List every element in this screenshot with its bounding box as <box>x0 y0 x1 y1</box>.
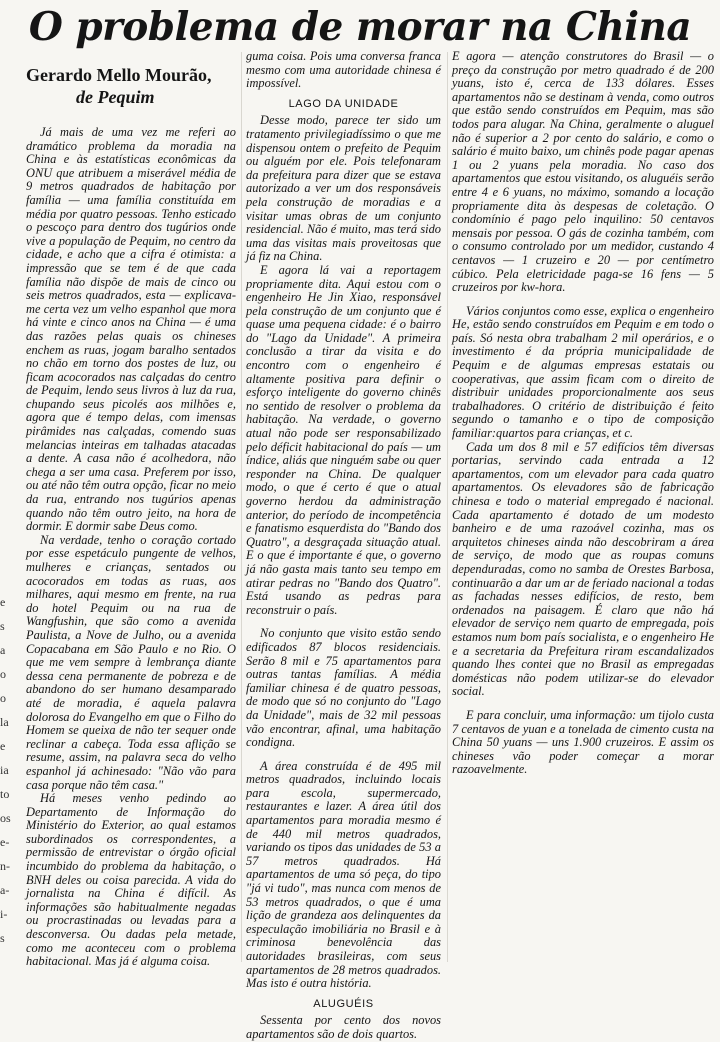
paragraph: guma coisa. Pois uma conversa franca mesmo com uma autoridade chinesa é impossível. <box>246 49 441 91</box>
section-heading: ALUGUÉIS <box>313 997 374 1010</box>
column-2 <box>246 49 441 1041</box>
margin-mark: e <box>0 595 6 609</box>
margin-mark: o <box>0 667 6 681</box>
byline-location: de Pequim <box>76 87 155 107</box>
adjacent-column-fragment <box>0 590 14 950</box>
margin-mark: n- <box>0 859 10 873</box>
margin-mark: i- <box>0 907 8 921</box>
byline <box>26 64 236 108</box>
column-divider <box>447 52 448 962</box>
paragraph: Na verdade, tenho o coração cortado por esse espetáculo pungente de velhos, mulheres e crianças, sentados ou acocorados em todas as ruas, aos milhares, aqui mesmo em frente, na rua do hotel Pequim ou na rua de Wangfushin, que são como a avenida Paulista, a Nove de Julho, ou a avenida Copacabana em São Paulo e no Rio. O que me vem sempre à lembrança diante dessa cena permanente de pobreza e de abandono do ser humano desamparado até de moradia, é aquela palavra dolorosa do Evangelho em que o Filho do Homem se queixa de não ter sequer onde reclinar a cabeça. Toda essa aflição se resume, assim, na palavra seca do velho espanhol já achinesado: "Não vão para casa porque não têm casa." <box>26 532 236 792</box>
paragraph: E agora — atenção construtores do Brasil — o preço da construção por metro quadrado é de 200 yuans, isto é, cerca de 133 dólares. Esses apartamentos não se destinam à venda, como outros que estão sendo construídos em Pequim, mas são todos para alugar. Na China, geralmente o aluguel não é superior a 2 por cento do salário, e como o salário é muito baixo, um chinês pode pagar apenas 1 ou 2 yuans pela moradia. No caso dos apartamentos que estou visitando, os aluguéis serão entre 4 e 6 yuans, no máximo, somando a locação propriamente dita às despesas de coletação. O condomínio é pago pelo inquilino: 50 centavos mensais por pessoa. O gás de cozinha também, com o consumo controlado por um medidor, custando 4 centavos — 1 cruzeiro e 20 — por centímetro cúbico. Pela eletricidade paga-se 16 fens — 5 cruzeiros por kw-hora. <box>452 49 714 295</box>
column-1 <box>26 60 236 972</box>
margin-mark: ia <box>0 763 9 777</box>
paragraph: Vários conjuntos como esse, explica o engenheiro He, estão sendo construídos em Pequim e em todo o país. Só nesta obra trabalham 2 mil operários, e o investimento é da própria municipalidade de Pequim e de algumas empresas estatais ou cooperativas, que assim ficam com o direito de distribuir unidades proporcionalmente aos seus trabalhadores. O critério de distribuição é feito segundo o tamanho e o tipo de composição familiar:quartos para crianças, et c. <box>452 303 714 441</box>
article-title: O problema de morar na China <box>28 4 692 50</box>
margin-mark: o <box>0 691 6 705</box>
margin-mark: s <box>0 619 5 633</box>
paragraph: E para concluir, uma informação: um tijolo custa 7 centavos de yuan e a tonelada de cimento custa na China 50 yuans — uns 1.900 cruzeiros. E assim os chineses vão poder começar a morar razoavelmente. <box>452 707 714 777</box>
paragraph: Sessenta por cento dos novos apartamentos são de dois quartos. <box>246 1013 441 1041</box>
column-divider <box>241 52 242 962</box>
margin-mark: a <box>0 643 6 657</box>
paragraph: Cada um dos 8 mil e 57 edifícios têm diversas portarias, servindo cada entrada a 12 apartamentos, com um elevador para cada quatro apartamentos. Os elevadores são de fabricação chinesa e todo o material empregado é nacional. Cada apartamento é dotado de um modesto banheiro e de uma razoável cozinha, mas os arquitetos chineses ainda não descobriram a área de serviço, de modo que as roupas comuns dependuradas, como no samba de Orestes Barbosa, continuarão a dar um ar de feriado nacional a todas as fachadas nesses edifícios, de resto, bem ordenados na paisagem. É claro que não há elevador de serviço nem quarto de empregada, pois estamos num bom país socialista, e o engenheiro He e a secretaria da Prefeitura riram escandalizados quando lhes contei que no Brasil as empregadas domésticas não podem utilizar-se do elevador social. <box>452 439 714 699</box>
column-3 <box>452 50 714 972</box>
margin-mark: e- <box>0 835 10 849</box>
margin-mark: a- <box>0 883 10 897</box>
paragraph: Já mais de uma vez me referi ao dramático problema da moradia na China e às estatísticas econômicas da ONU que atribuem a miserável média de 9 metros quadrados de habitação por família — uma família constituída em média por quatro pessoas. Tenho esticado o pescoço para dentro dos tugúrios onde vive a população de Pequim, no centro da cidade, e acho que a cifra é otimista: a impressão que se tem é de que cada família não dispõe de mais de cinco ou seis metros quadrados, esta — explicava-me certa vez um velho espanhol que mora há vinte e cinco anos na China — é uma das razões pelas quais os chineses enchem as ruas, jogam baralho sentados no chão em torno dos postes de luz, ou ficam acocorados nas calçadas do centro de Pequim, lendo seus livros à luz da rua, chupando seus picolés aos milhões e, agora que é tempo delas, com imensas pirâmides nas calçadas, comendo suas melancias inteiras em talhadas atacadas a dente. A casa não é acolhedora, não chega a ser uma casa. Preferem por isso, ou até não têm outra opção, ficar no meio da rua, entrando nos tugúrios apenas quando não têm outro jeito, na hora de dormir. E dormir sabe Deus como. <box>26 125 236 534</box>
paragraph: A área construída é de 495 mil metros quadrados, incluindo locais para escola, supermercado, restaurantes e lazer. A área útil dos apartamentos para moradia mesmo é de 440 mil metros quadrados, variando os tipos das unidades de 53 a 57 metros quadrados. Há apartamentos de uma só peça, do tipo "já vi tudo", mas nunca com menos de 53 metros quadrados, o que é uma lição de grandeza aos delinquentes da especulação imobiliária no Brasil e à criminosa benevolência das autoridades brasileiras, com seus apartamentos de 28 metros quadrados. Mas isto é outra história. <box>246 758 441 991</box>
paragraph: Há meses venho pedindo ao Departamento de Informação do Ministério do Exterior, ao qual estamos subordinados os correspondentes, a permissão de entrevistar o órgão oficial incumbido do problema da habitação, o BNH deles ou coisa parecida. A vida do jornalista na China é difícil. As informações são habitualmente negadas ou procrastinadas ou levadas para a desconversa. Ou dadas pela metade, como me aconteceu com o problema habitacional. Mas já é alguma coisa. <box>26 791 236 969</box>
margin-mark: e <box>0 739 6 753</box>
paragraph: No conjunto que visito estão sendo edificados 87 blocos residenciais. Serão 8 mil e 75 apartamentos para outras tantas famílias. A média familiar chinesa é de quatro pessoas, de modo que só no conjunto do "Lago da Unidade", mais de 32 mil pessoas vão encontrar, afinal, uma habitação condigna. <box>246 626 441 750</box>
margin-mark: s <box>0 931 5 945</box>
byline-author: Gerardo Mello Mourão, <box>26 65 212 85</box>
margin-mark: to <box>0 787 10 801</box>
paragraph: E agora lá vai a reportagem propriamente dita. Aqui estou com o engenheiro He Jin Xiao, responsável pela construção de um conjunto que é quase uma pequena cidade: é o bairro do "Lago da Unidade". A primeira conclusão a tirar da visita e do encontro com o engenheiro é altamente positiva para definir o esforço inteligente do governo chinês no sentido de resolver o problema da habitação. Na verdade, o governo atual não pode ser responsabilizado pelo déficit habitacional do país — um índice, aliás que ninguém sabe ou quer responder na China. De qualquer modo, o que é certo é que o atual governo herdou da administração anterior, do período de incompetência e fanatismo esquerdista do "Bando dos Quatro", a desgraçada situação atual. E o que é importante é que, o governo já não gasta mais tanto seu tempo em atirar pedras no "Bando dos Quatro". Está usando as pedras para reconstruir o país. <box>246 262 441 617</box>
margin-mark: os <box>0 811 11 825</box>
section-heading: LAGO DA UNIDADE <box>288 97 399 110</box>
paragraph: Desse modo, parece ter sido um tratamento privilegiadíssimo o que me dispensou ontem o prefeito de Pequim ou alguém por ele. Pois telefonaram da prefeitura para dizer que se estava autorizado a ver um dos responsáveis pela construção de moradias e a visitar umas obras de um conjunto residencial. Não é muito, mas terá sido uma das visitas mais proveitosas que já fiz na China. <box>246 113 441 264</box>
margin-mark: la <box>0 715 9 729</box>
